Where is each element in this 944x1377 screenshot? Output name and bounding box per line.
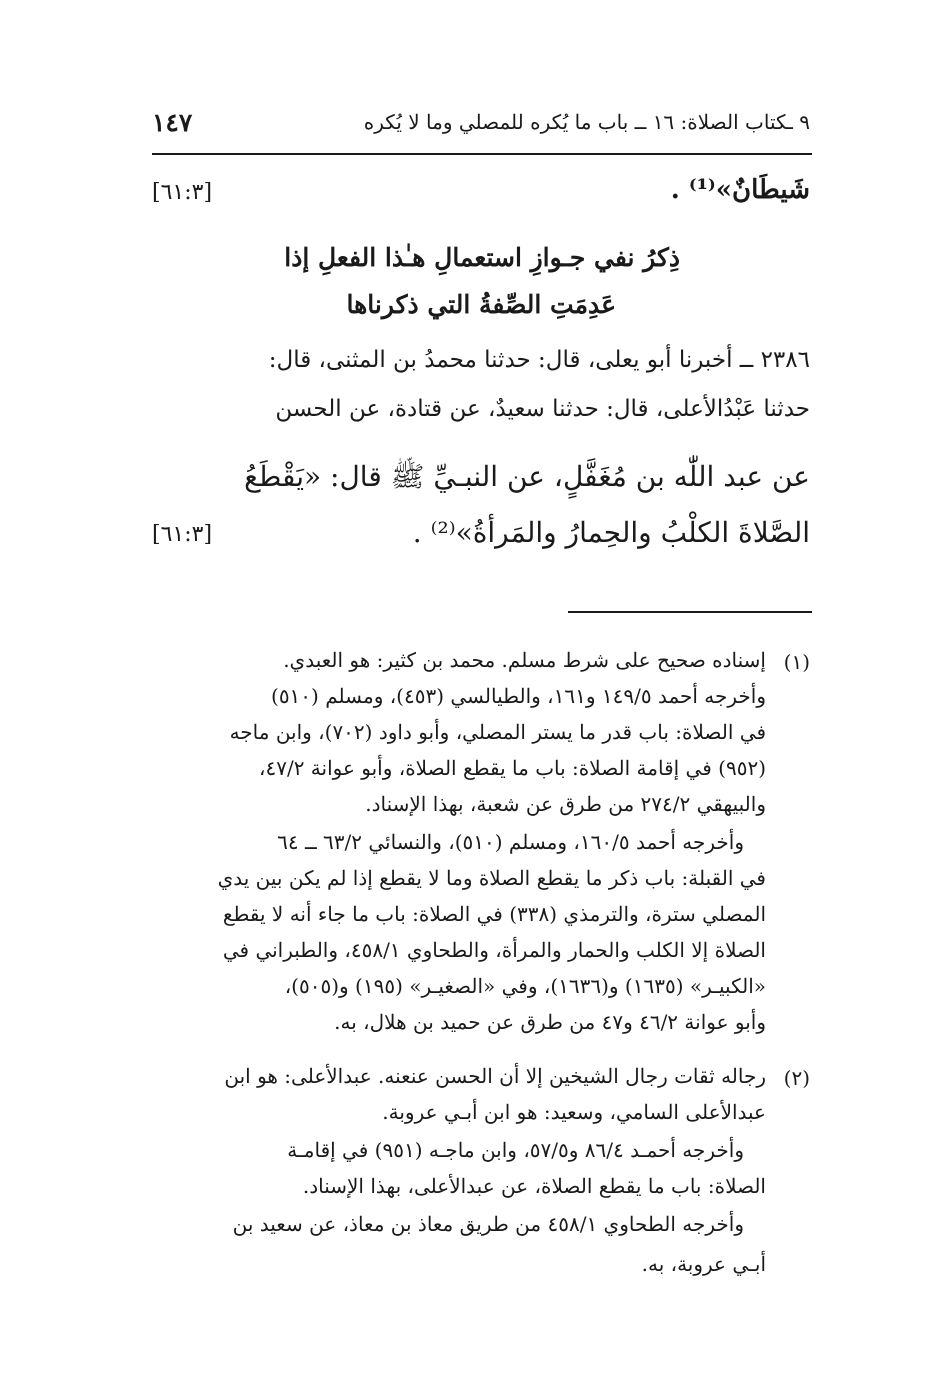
hadith-matn-line-1: عن عبد اللّٰه بن مُغَفَّلٍ، عن النبـيِّ ﷺ قال: «يَقْطَعُ xyxy=(244,460,810,493)
reference-bottom: [٦١:٣] xyxy=(152,522,213,547)
footnote-2-line: أبـي عروبة، به. xyxy=(641,1252,766,1276)
hadith-isnad-line-2: حدثنا عَبْدُالأعلى، قال: حدثنا سعيدٌ، عن قتادة، عن الحسن xyxy=(275,396,810,422)
footnote-2-line: وأخرجه الطحاوي ٤٥٨/١ من طريق معاذ بن معاذ، عن سعيد بن xyxy=(232,1212,744,1236)
running-title: ٩ ـكتاب الصلاة: ١٦ ــ باب ما يُكره للمصلي وما لا يُكره xyxy=(363,110,810,134)
chapter-heading-line-2: عَدِمَتِ الصِّفةُ التي ذكرناها xyxy=(346,290,616,319)
footnote-1-line: وأخرجه أحمد ١٦٠/٥، ومسلم (٥١٠)، والنسائي ٦٣/٢ ــ ٦٤ xyxy=(277,830,744,854)
footnote-1-line: في القبلة: باب ذكر ما يقطع الصلاة وما لا يقطع إذا لم يكن بين يدي xyxy=(217,866,766,890)
footnote-2-line: عبدالأعلى السامي، وسعيد: هو ابن أبـي عروبة. xyxy=(382,1100,766,1124)
footnote-1-line: الصلاة إلا الكلب والحمار والمرأة، والطحاوي ٤٥٨/١، والطبراني في xyxy=(222,938,766,962)
continuation-line: شَيطَانٌ»⁽¹⁾ . xyxy=(670,175,810,205)
header-rule xyxy=(152,153,812,155)
page-number: ١٤٧ xyxy=(152,108,193,137)
reference-top: [٦١:٣] xyxy=(152,180,213,205)
footnote-1-line: (٩٥٢) في إقامة الصلاة: باب ما يقطع الصلاة، وأبو عوانة ٤٧/٢، xyxy=(259,756,766,780)
footnote-2-marker: (٢) xyxy=(783,1066,810,1090)
hadith-isnad-line-1: ٢٣٨٦ ــ أخبرنا أبو يعلى، قال: حدثنا محمدُ بن المثنى، قال: xyxy=(268,347,810,373)
footnote-1-line: في الصلاة: باب قدر ما يستر المصلي، وأبو داود (٧٠٢)، وابن ماجه xyxy=(229,720,766,744)
footnote-1-line: والبيهقي ٢٧٤/٢ من طرق عن شعبة، بهذا الإسناد. xyxy=(365,792,766,816)
footnote-1-line: وأخرجه أحمد ١٤٩/٥ و١٦١، والطيالسي (٤٥٣)، ومسلم (٥١٠) xyxy=(271,684,766,708)
footnote-1-line: إسناده صحيح على شرط مسلم. محمد بن كثير: هو العبدي. xyxy=(283,648,766,672)
footnote-1-line: وأبو عوانة ٤٦/٢ و٤٧ من طرق عن حميد بن هلال، به. xyxy=(334,1010,766,1034)
footnote-2-line: رجاله ثقات رجال الشيخين إلا أن الحسن عنعنه. عبدالأعلى: هو ابن xyxy=(224,1064,766,1088)
chapter-heading-line-1: ذِكرُ نفي جـوازِ استعمالِ هـٰذا الفعلِ إذا xyxy=(284,243,680,272)
footnote-1-line: المصلي سترة، والترمذي (٣٣٨) في الصلاة: باب ما جاء أنه لا يقطع xyxy=(222,902,766,926)
footnote-1-line: «الكبيـر» (١٦٣٥) و(١٦٣٦)، وفي «الصغيـر» (١٩٥) و(٥٠٥)، xyxy=(284,974,766,998)
footnote-1-marker: (١) xyxy=(783,650,810,674)
footnote-separator xyxy=(568,611,812,613)
footnote-2-line: وأخرجه أحمـد ٨٦/٤ و٥٧/٥، وابن ماجـه (٩٥١) في إقامـة xyxy=(287,1138,744,1162)
hadith-matn-line-2: الصَّلاةَ الكلْبُ والحِمارُ والمَرأةُ»⁽²⁾ . xyxy=(412,516,810,549)
footnote-2-line: الصلاة: باب ما يقطع الصلاة، عن عبدالأعلى، بهذا الإسناد. xyxy=(302,1174,766,1198)
